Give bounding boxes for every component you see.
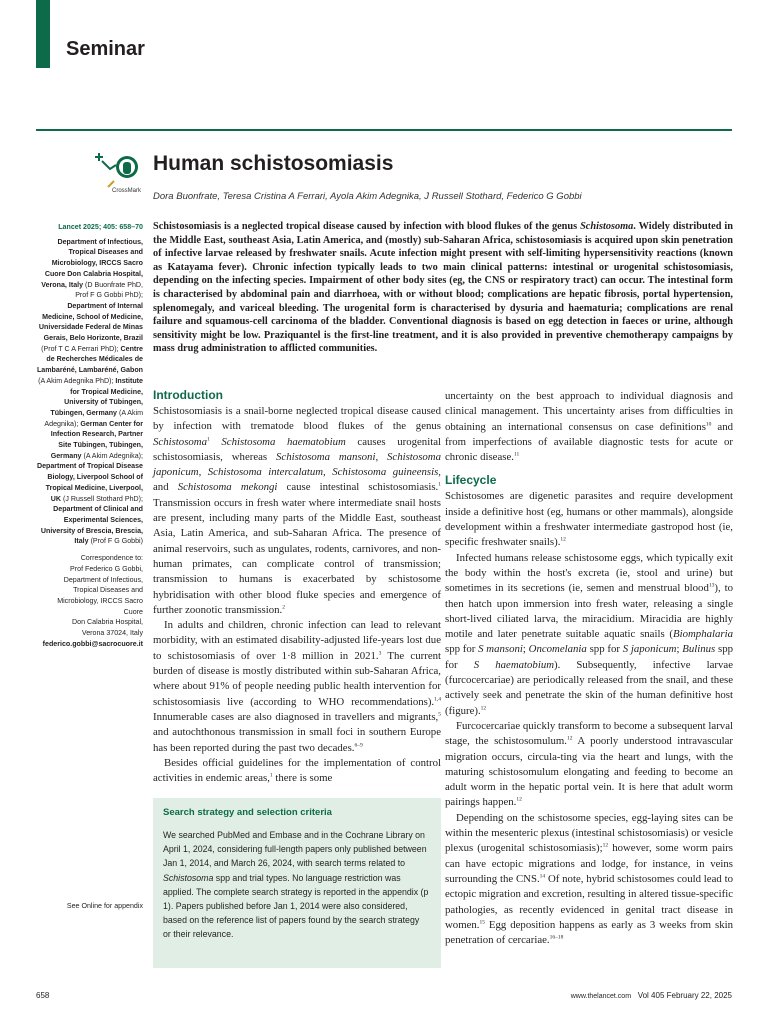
section-color-tab — [36, 0, 50, 68]
text-run: ), to then hatch upon immersion into fresh water, releasing a single short-lived ciliated larva, the miracidium. Miracidia are highly motile and later penetrate suitable aquatic snails ( — [445, 582, 733, 641]
correspondence-line: Verona 37024, Italy — [81, 629, 143, 638]
text-run: Transmission occurs in fresh water where intermediate snail hosts are present, including many parts of the Middle East, southeast Asia, Latin America, and sub-Saharan Africa. The presence of animal reservoirs, such as ungulates, rodents, carnivores, and non-human primates, can complicate control of transmission; transmission to humans is exacerbated by schistosome hybridisation with other blood fluke species and emergence of further zoonotic transmission. — [153, 496, 441, 616]
reference-marker[interactable]: 11 — [513, 451, 520, 458]
text-run: Schistosomiasis is a snail-borne neglected tropical disease caused by infection with trematode blood flukes of the genus — [153, 405, 441, 433]
affiliation-authors: (Prof F G Gobbi) — [88, 537, 143, 546]
text-run: Furcocercariae quickly transform to become a subsequent larval stage, the schistosomulum. — [445, 719, 733, 748]
correspondence-line: Don Calabria Hospital, — [72, 618, 143, 627]
body-paragraph — [153, 618, 441, 756]
reference-marker[interactable]: 6–9 — [354, 741, 363, 748]
text-run: uncertainty on the best approach to individual diagnosis and clinical management. This uncertainty arises from difficulties in obtaining an international consensus on case definitions — [445, 390, 733, 433]
reference-marker[interactable]: 12 — [480, 705, 487, 712]
affiliation-name: Institute for Tropical Medicine, University of Tübingen, Tübingen, Germany — [50, 376, 143, 417]
affiliation-name: Department of Internal Medicine, School of Medicine, Universidade Federal de Minas Gerais, Belo Horizonte, Brazil — [38, 301, 143, 343]
italic-text: Schistosoma haematobium — [221, 435, 346, 448]
text-run: We searched PubMed and Embase and in the Cochrane Library on April 1, 2024, considering full-length papers only published between Jan 1, 2014, and March 26, 2024, with search terms related to — [163, 830, 427, 869]
italic-text: Bulinus — [682, 643, 716, 656]
body-column-left — [153, 388, 441, 786]
affiliation-authors: (J Russell Stothard PhD); — [60, 494, 143, 503]
citation: Lancet 2025; 405: 658–70 — [58, 223, 143, 231]
text-run: In adults and children, chronic infection can lead to relevant morbidity, with an estimated disability-adjusted life-years lost due to schistosomiasis of over 1·8 million in 2021. — [153, 619, 441, 662]
text-run: Schistosomes are digenetic parasites and require development inside a definitive host (eg, humans or other mammals), alongside development within a freshwater intermediate gastropod host (ie, specific freshwater snails). — [445, 490, 733, 549]
correspondence-line: Tropical Diseases and — [73, 586, 143, 595]
affiliation-authors: (A Akim Adegnika PhD); — [38, 376, 116, 385]
heading-lifecycle: Lifecycle — [445, 473, 497, 488]
lifecycle-text — [445, 489, 733, 948]
italic-text: Schistosoma — [580, 221, 634, 232]
reference-marker[interactable]: 1 — [438, 481, 441, 488]
affiliation-name: Department of Clinical and Experimental Sciences, University of Brescia, Brescia, Italy — [40, 505, 143, 546]
affiliation-name: Centre de Recherches Médicales de Lambaréné, Lambaréné, Gabon — [36, 344, 143, 375]
affiliations — [36, 237, 143, 547]
affiliation-authors: (D Buonfrate PhD, Prof F G Gobbi PhD); — [75, 280, 143, 300]
text-run: there is some — [272, 772, 333, 785]
search-strategy-box — [153, 798, 441, 968]
italic-text: Schistosoma mekongi — [177, 481, 278, 494]
section-label: Seminar — [66, 38, 145, 60]
affiliation-authors: (Prof T C A Ferrari PhD); — [41, 344, 121, 353]
heading-introduction: Introduction — [153, 388, 223, 402]
body-paragraph — [445, 719, 733, 811]
reference-marker[interactable]: 2 — [282, 604, 285, 611]
header-rule — [36, 129, 732, 131]
reference-marker[interactable]: 12 — [602, 842, 609, 849]
introduction-text — [153, 404, 441, 786]
body-paragraph — [153, 756, 441, 787]
affiliation-name: German Center for Infection Research, Partner Site Tübingen, Tübingen, Germany — [50, 419, 143, 460]
text-run: Depending on the schistosome species, egg-laying sites can be within the mesenteric plexus (intestinal schistosomiasis) or vesicle plexus (urogenital schistosomiasis); — [445, 811, 733, 855]
body-paragraph — [445, 811, 733, 949]
italic-text: S japonicum — [622, 643, 677, 656]
search-box-title: Search strategy and selection criteria — [163, 807, 332, 818]
reference-marker[interactable]: 12 — [516, 796, 522, 803]
text-run: spp and trial types. No language restriction was applied. The complete search strategy is reported in the appendix (p 1). Papers published before Jan 1, 2014 were also considered, based on the reference list of papers found by the search strategy or their relevance. — [163, 872, 429, 940]
text-run: Schistosomiasis is a neglected tropical disease caused by infection with blood flukes of the genus — [153, 221, 581, 232]
reference-marker[interactable]: 15 — [479, 919, 485, 926]
reference-marker[interactable]: 16–18 — [549, 934, 564, 941]
text-run: The current burden of disease is mostly distributed within sub-Saharan Africa, where about 91% of people needing public health intervention for schistosomiasis live (according to WHO recommendations). — [153, 649, 442, 708]
text-run: and autochthonous transmission in small foci in southern Europe has been reported during the past two decades. — [153, 726, 441, 754]
text-run: cause intestinal schistosomiasis. — [277, 481, 439, 494]
reference-marker[interactable]: 10 — [705, 421, 712, 427]
affiliation-authors: (A Akim Adegnika); — [81, 451, 143, 460]
correspondence-line: Department of Infectious, — [63, 575, 143, 584]
reference-marker[interactable]: 12 — [566, 735, 573, 742]
affiliation-name: Department of Tropical Disease Biology, Liverpool School of Tropical Medicine, Liverpool, UK — [36, 462, 143, 503]
text-run: however, some worm pairs can have ectopic migrations and lodge, for instance, in veins surrounding the CNS. — [445, 842, 733, 885]
body-paragraph — [153, 404, 441, 618]
see-online-note[interactable]: See Online for appendix — [66, 902, 143, 910]
reference-marker[interactable]: 1 — [207, 436, 210, 442]
text-run: Egg deposition happens as early as 3 weeks from skin penetration of cercariae. — [445, 918, 733, 947]
reference-marker[interactable]: 14 — [539, 873, 546, 880]
correspondence-line: Microbiology, IRCCS Sacro Cuore — [57, 596, 143, 616]
text-run: ; — [676, 643, 683, 656]
text-run: ; — [522, 643, 529, 656]
reference-marker[interactable]: 12 — [560, 536, 566, 543]
italic-text: S haematobium — [473, 658, 555, 671]
italic-text: Oncomelania — [528, 643, 587, 656]
correspondence — [36, 553, 143, 639]
reference-marker[interactable]: 13 — [708, 582, 715, 589]
author-list: Dora Buonfrate, Teresa Cristina A Ferrari, Ayola Akim Adegnika, J Russell Stothard, Federico G Gobbi — [153, 191, 582, 202]
journal-url[interactable]: www.thelancet.com — [570, 993, 632, 1000]
correspondence-line: Prof Federico G Gobbi, — [70, 564, 143, 573]
crossmark-label: CrossMark — [112, 188, 142, 194]
text-run: . Widely distributed in the Middle East, southeast Asia, Latin America, and (mostly) sub-Saharan Africa, schistosomiasis is acquired upon skin penetration of infective larvae released by freshwater snails. Acute infection might present with self-limiting hypersensitivity reactions (known as Katayama fever). Chronic infection typically leads to two main clinical patterns: intestinal or urogenital schistosomiasis, depending on the infecting species. Impairment of other body sites (eg, the CNS or respiratory tract) can occur. The intestinal form is characterised by abdominal pain and diarrhoea, with or without blood; complications are hepatic fibrosis, portal hypertension, splenomegaly, and variceal bleeding. The urogenital form is characterised by dysuria and haematuria; complications are renal failure and squamous-cell carcinoma of the bladder. Conventional diagnosis is based on egg detection in faeces or urine, although sensitivity might be low. Praziquantel is the first-line treatment, and it is also provided in preventive chemotherapy campaigns by mass drug administration to afflicted communities. — [153, 221, 733, 355]
page-number: 658 — [36, 991, 50, 1000]
correspondence-line: Correspondence to: — [80, 554, 143, 563]
reference-marker[interactable]: 5 — [438, 711, 441, 718]
article-title: Human schistosomiasis — [153, 152, 394, 175]
text-run: Innumerable cases are also diagnosed in travellers and migrants, — [153, 710, 439, 723]
abstract — [153, 220, 733, 356]
text-run: and — [153, 481, 178, 494]
search-box-text — [163, 828, 429, 942]
body-column-right — [445, 389, 733, 948]
text-run: spp for — [445, 643, 733, 671]
affiliation-name: Department of Infectious, Tropical Diseases and Microbiology, IRCCS Sacro Cuore Don Calabria Hospital, Verona, Italy — [41, 237, 143, 289]
text-run: spp for — [445, 643, 479, 656]
body-paragraph — [445, 551, 733, 719]
text-run: and from imperfections of available diagnostic tests for acute or chronic disease. — [445, 420, 733, 464]
text-run: Infected humans release schistosome eggs, which typically exit the body within the host's excreta (ie, stool and urine) but sometimes in its secretions (ie, semen and menstrual blood — [445, 551, 733, 595]
body-paragraph — [445, 489, 733, 550]
italic-text: S mansoni — [478, 643, 523, 656]
italic-text: Schistosoma mansoni, Schistosoma japonicum, Schistosoma intercalatum, Schistosoma guineensis, — [153, 450, 441, 479]
affiliation-authors: (A Akim Adegnika); — [44, 408, 143, 428]
crossmark-icon[interactable] — [94, 151, 142, 191]
text-run: ). Subsequently, infective larvae (furcocercariae) are periodically released from the snail, and these actively seek and penetrate the skin of the human definitive host (figure). — [445, 658, 733, 717]
reference-marker[interactable]: 3 — [378, 650, 382, 657]
italic-text: Schistosoma — [153, 435, 207, 448]
correspondence-email[interactable]: federico.gobbi@sacrocuore.it — [42, 639, 143, 648]
reference-marker[interactable]: 1 — [269, 772, 273, 779]
text-run: A poorly understood intravascular migration occurs, circula-ting via the heart and lungs, with the maturing schistosomulum elongating and feeding to become an adult worm in the hepatic portal vein. It is here that adult worm pairings happen. — [445, 735, 734, 809]
text-run: causes urogenital schistosomiasis, whereas — [153, 435, 441, 463]
margin-notes — [36, 222, 143, 649]
text-run: spp for — [586, 643, 623, 656]
italic-text: Biomphalaria — [673, 628, 733, 641]
footer-journal — [571, 991, 732, 1000]
continuation-paragraph — [445, 389, 733, 465]
text-run: Of note, hybrid schistosomes could lead to ectopic migration and excretion, resulting in altered tissue-specific pathologies, as recently evidenced in genital tract disease in women. — [445, 872, 733, 931]
reference-marker[interactable]: 1,4 — [434, 696, 441, 703]
text-run — [210, 436, 222, 448]
text-run: Besides official guidelines for the implementation of control activities in endemic areas, — [153, 756, 441, 785]
journal-issue: Vol 405 February 22, 2025 — [637, 991, 732, 1000]
italic-text: Schistosoma — [163, 872, 214, 883]
